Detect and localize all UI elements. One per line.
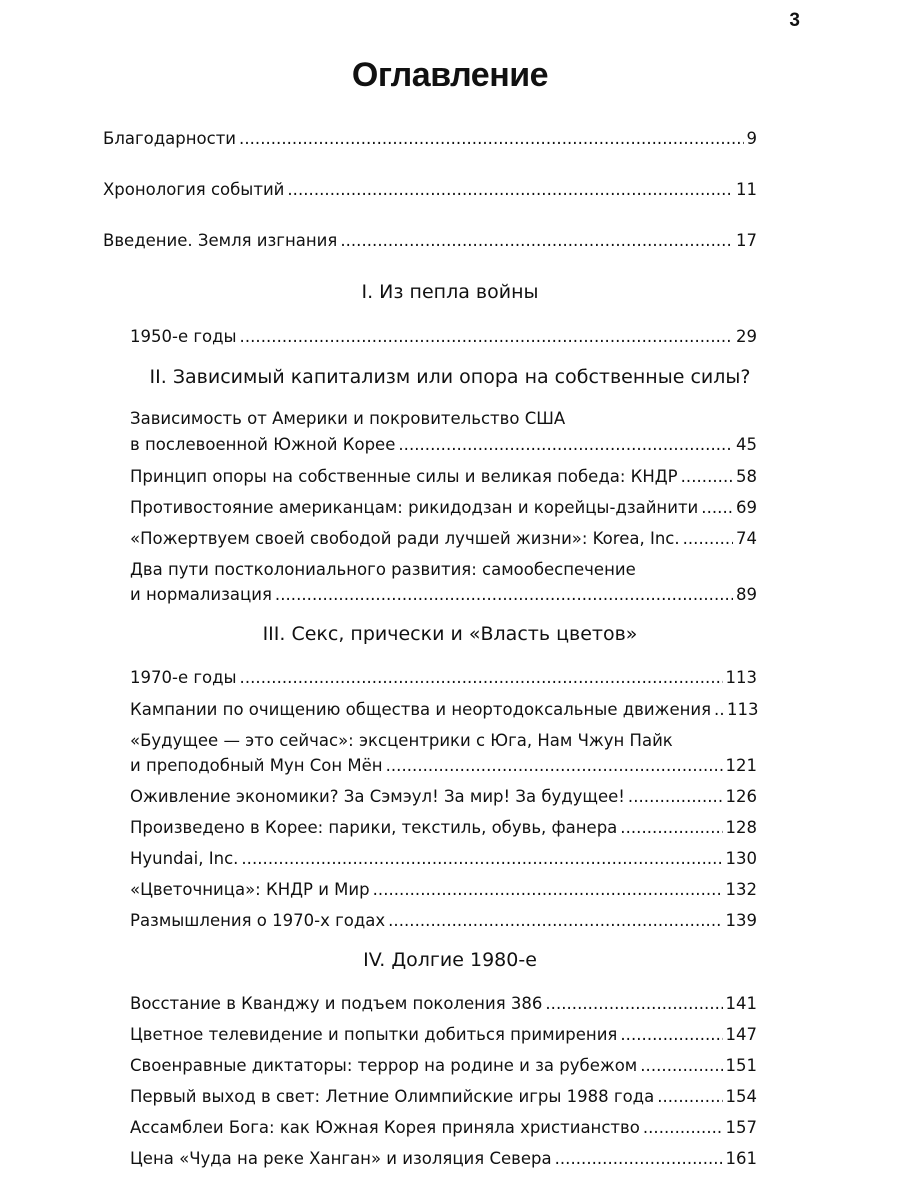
toc-entry-page: 113 [725,668,757,687]
dot-leader [620,820,722,837]
dot-leader [239,131,743,148]
toc-entry-label: Оживление экономики? За Сэмэул! За мир! За будущее! [130,787,625,806]
toc-entry-page: 132 [725,880,757,899]
toc-entry-page: 141 [725,994,757,1013]
dot-leader [620,1027,722,1044]
toc-entry-label: Кампании по очищению общества и неортодоксальные движения [130,700,712,719]
toc-entry-label: Благодарности [103,129,237,148]
toc-entry[interactable] [130,758,757,775]
section-heading: I. Из пепла войны [361,281,539,303]
section-heading: II. Зависимый капитализм или опора на собственные силы? [149,366,751,388]
dot-leader [287,182,733,199]
dot-leader [388,913,722,930]
dot-leader [398,437,733,454]
toc-entry-label: Цена «Чуда на реке Ханган» и изоляция Севера [130,1149,552,1168]
dot-leader [681,469,733,486]
toc-entry-page: 89 [736,585,757,604]
dot-leader [714,702,724,719]
toc-entry-page: 69 [736,498,757,517]
toc-entry-label: и преподобный Мун Сон Мён [130,756,383,775]
dot-leader [657,1089,722,1106]
toc-entry-label: Введение. Земля изгнания [103,231,338,250]
dot-leader [683,531,733,548]
toc-entry-label: 1970-е годы [130,668,237,687]
toc-entry-label: «Пожертвуем своей свободой ради лучшей жизни»: Korea, Inc. [130,529,680,548]
toc-entry-label: Противостояние американцам: рикидодзан и корейцы-дзайнити [130,498,699,517]
toc-entry[interactable] [130,1027,757,1044]
toc-entry-page: 121 [725,756,757,775]
toc-entry-label-line1: «Будущее — это сейчас»: эксцентрики с Юга, Нам Чжун Пайк [130,731,673,750]
toc-entry-page: 126 [725,787,757,806]
toc-entry[interactable] [130,1120,757,1137]
toc-entry[interactable] [130,469,757,486]
toc-entry[interactable] [130,1089,757,1106]
toc-entry-label: в послевоенной Южной Корее [130,435,396,454]
page-title: Оглавление [351,56,549,94]
dot-leader [240,670,723,687]
dot-leader [386,758,723,775]
dot-leader [340,233,733,250]
toc-entry-label: «Цветочница»: КНДР и Мир [130,880,370,899]
dot-leader [373,882,723,899]
dot-leader [643,1120,723,1137]
toc-entry-label: 1950-е годы [130,327,237,346]
toc-entry-page: 29 [736,327,757,346]
toc-entry[interactable] [130,500,757,517]
toc-entry[interactable] [130,882,757,899]
toc-entry[interactable] [130,1151,757,1168]
toc-entry-label: и нормализация [130,585,272,604]
toc-entry-page: 17 [736,231,757,250]
toc-entry-label: Размышления о 1970-х годах [130,911,386,930]
toc-entry-page: 128 [725,818,757,837]
dot-leader [545,996,722,1013]
section-heading: IV. Долгие 1980-е [363,949,537,971]
dot-leader [701,500,733,517]
dot-leader [555,1151,723,1168]
toc-entry-page: 45 [736,435,757,454]
toc-entry-page: 9 [746,129,757,148]
toc-entry[interactable] [103,131,757,148]
toc-entry-page: 161 [725,1149,757,1168]
toc-entry-page: 139 [725,911,757,930]
toc-entry-label: Цветное телевидение и попытки добиться примирения [130,1025,618,1044]
toc-entry-page: 157 [725,1118,757,1137]
toc-entry-page: 74 [736,529,757,548]
toc-entry[interactable] [130,851,757,868]
toc-entry-page: 147 [725,1025,757,1044]
toc-entry-page: 130 [725,849,757,868]
toc-entry-label: Hyundai, Inc. [130,849,239,868]
dot-leader [628,789,723,806]
toc-entry[interactable] [130,702,757,719]
toc-entry[interactable] [130,587,757,604]
dot-leader [240,329,733,346]
dot-leader [241,851,722,868]
toc-entry-label: Принцип опоры на собственные силы и великая победа: КНДР [130,467,678,486]
toc-entry-page: 58 [736,467,757,486]
toc-entry[interactable] [103,182,757,199]
section-heading: III. Секс, прически и «Власть цветов» [262,623,638,645]
toc-entry[interactable] [130,329,757,346]
toc-entry[interactable] [103,233,757,250]
toc-entry[interactable] [130,670,757,687]
toc-entry-label-line1: Зависимость от Америки и покровительство США [130,409,566,428]
toc-entry[interactable] [130,913,757,930]
toc-entry-label: Своенравные диктаторы: террор на родине и за рубежом [130,1056,638,1075]
toc-entry-label: Восстание в Кванджу и подъем поколения 386 [130,994,543,1013]
toc-entry[interactable] [130,820,757,837]
toc-entry[interactable] [130,531,757,548]
toc-entry[interactable] [130,789,757,806]
toc-entry[interactable] [130,996,757,1013]
toc-entry-label-line1: Два пути постколониального развития: самообеспечение [130,560,636,579]
toc-entry[interactable] [130,1058,757,1075]
toc-entry-page: 113 [727,700,759,719]
toc-entry-label: Произведено в Корее: парики, текстиль, обувь, фанера [130,818,618,837]
dot-leader [275,587,733,604]
toc-entry-page: 151 [725,1056,757,1075]
toc-entry-label: Хронология событий [103,180,285,199]
dot-leader [640,1058,722,1075]
toc-entry-page: 11 [736,180,757,199]
toc-entry-page: 154 [725,1087,757,1106]
toc-entry-label: Ассамблеи Бога: как Южная Корея приняла христианство [130,1118,640,1137]
toc-entry[interactable] [130,437,757,454]
toc-entry-label: Первый выход в свет: Летние Олимпийские игры 1988 года [130,1087,655,1106]
page-number: 3 [789,10,800,31]
